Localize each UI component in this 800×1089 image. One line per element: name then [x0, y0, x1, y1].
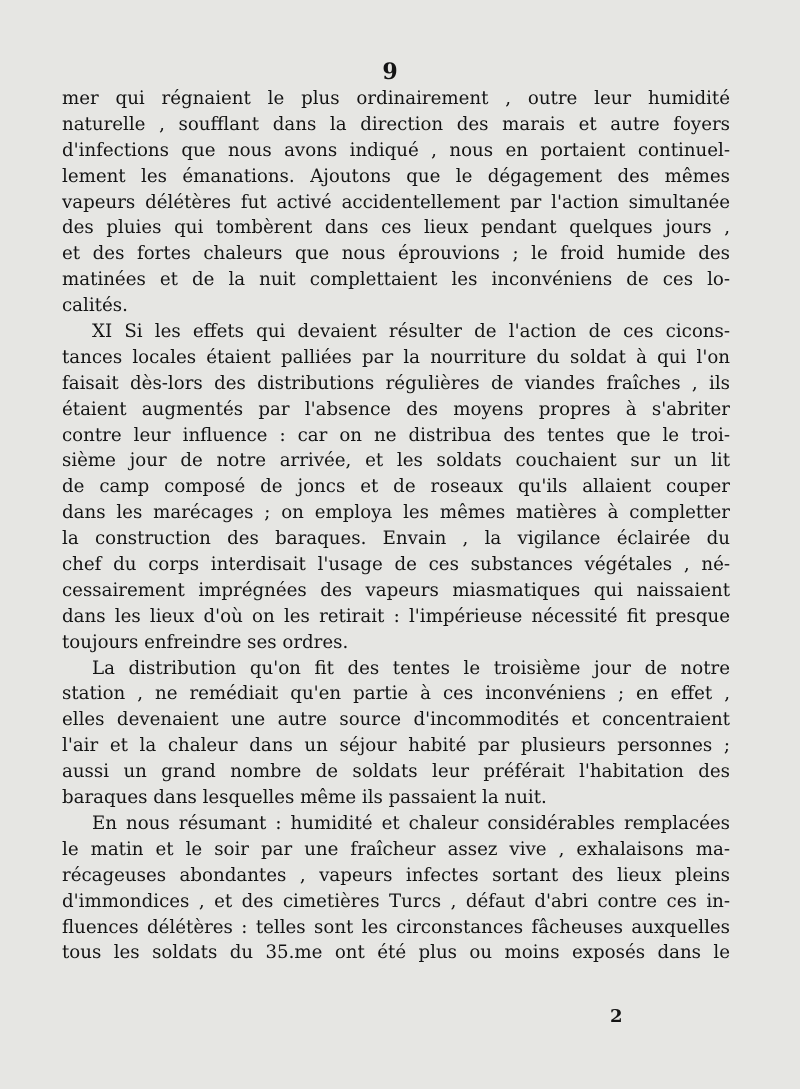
text-line: naturelle , soufflant dans la direction des marais et autre foyers [62, 113, 730, 135]
text-line: En nous résumant : humidité et chaleur considérables remplacées [92, 812, 730, 834]
signature-mark: 2 [610, 1006, 623, 1027]
text-line: baraques dans lesquelles même ils passaient la nuit. [62, 787, 547, 809]
text-line: cessairement imprégnées des vapeurs miasmatiques qui naissaient [62, 579, 730, 601]
text-line: étaient augmentés par l'absence des moyens propres à s'abriter [62, 398, 730, 420]
text-line: La distribution qu'on fit des tentes le troisième jour de notre [92, 657, 730, 679]
text-line: des pluies qui tombèrent dans ces lieux pendant quelques jours , [62, 217, 730, 239]
text-line: contre leur influence : car on ne distribua des tentes que le troi- [62, 424, 730, 446]
text-line: d'infections que nous avons indiqué , nous en portaient continuel- [62, 139, 730, 161]
text-line: faisait dès-lors des distributions régulières de viandes fraîches , ils [62, 372, 730, 394]
text-line: dans les marécages ; on employa les mêmes matières à completter [62, 502, 730, 524]
text-line: aussi un grand nombre de soldats leur préférait l'habitation des [62, 761, 730, 783]
body-text [62, 86, 730, 966]
text-line: la construction des baraques. Envain , la vigilance éclairée du [62, 528, 730, 550]
text-line: chef du corps interdisait l'usage de ces substances végétales , né- [62, 554, 730, 576]
text-line: et des fortes chaleurs que nous éprouvions ; le froid humide des [62, 243, 730, 265]
text-line: XI Si les effets qui devaient résulter de l'action de ces cicons- [92, 321, 730, 343]
text-line: de camp composé de joncs et de roseaux qu'ils allaient couper [62, 476, 730, 498]
text-line: tous les soldats du 35.me ont été plus ou moins exposés dans le [62, 942, 730, 964]
text-line: tances locales étaient palliées par la nourriture du soldat à qui l'on [62, 346, 730, 368]
text-line: lement les émanations. Ajoutons que le dégagement des mêmes [62, 165, 730, 187]
text-line: toujours enfreindre ses ordres. [62, 631, 349, 653]
text-line: elles devenaient une autre source d'incommodités et concentraient [62, 709, 730, 731]
text-line: récageuses abondantes , vapeurs infectes sortant des lieux pleins [62, 864, 730, 886]
text-line: matinées et de la nuit complettaient les inconvéniens de ces lo- [62, 269, 730, 291]
text-line: l'air et la chaleur dans un séjour habité par plusieurs personnes ; [62, 735, 730, 757]
text-line: dans les lieux d'où on les retirait : l'impérieuse nécessité fit presque [62, 605, 730, 627]
text-line: le matin et le soir par une fraîcheur assez vive , exhalaisons ma- [62, 838, 730, 860]
text-line: sième jour de notre arrivée, et les soldats couchaient sur un lit [62, 450, 730, 472]
text-line: station , ne remédiait qu'en partie à ces inconvéniens ; en effet , [62, 683, 730, 705]
text-line: mer qui régnaient le plus ordinairement , outre leur humidité [62, 88, 730, 109]
text-line: fluences délétères : telles sont les circonstances fâcheuses auxquelles [62, 916, 730, 938]
text-line: d'immondices , et des cimetières Turcs , défaut d'abri contre ces in- [62, 890, 730, 912]
page-number: 9 [382, 59, 398, 85]
text-line: vapeurs délétères fut activé accidentellement par l'action simultanée [62, 191, 730, 213]
text-line: calités. [62, 295, 128, 317]
